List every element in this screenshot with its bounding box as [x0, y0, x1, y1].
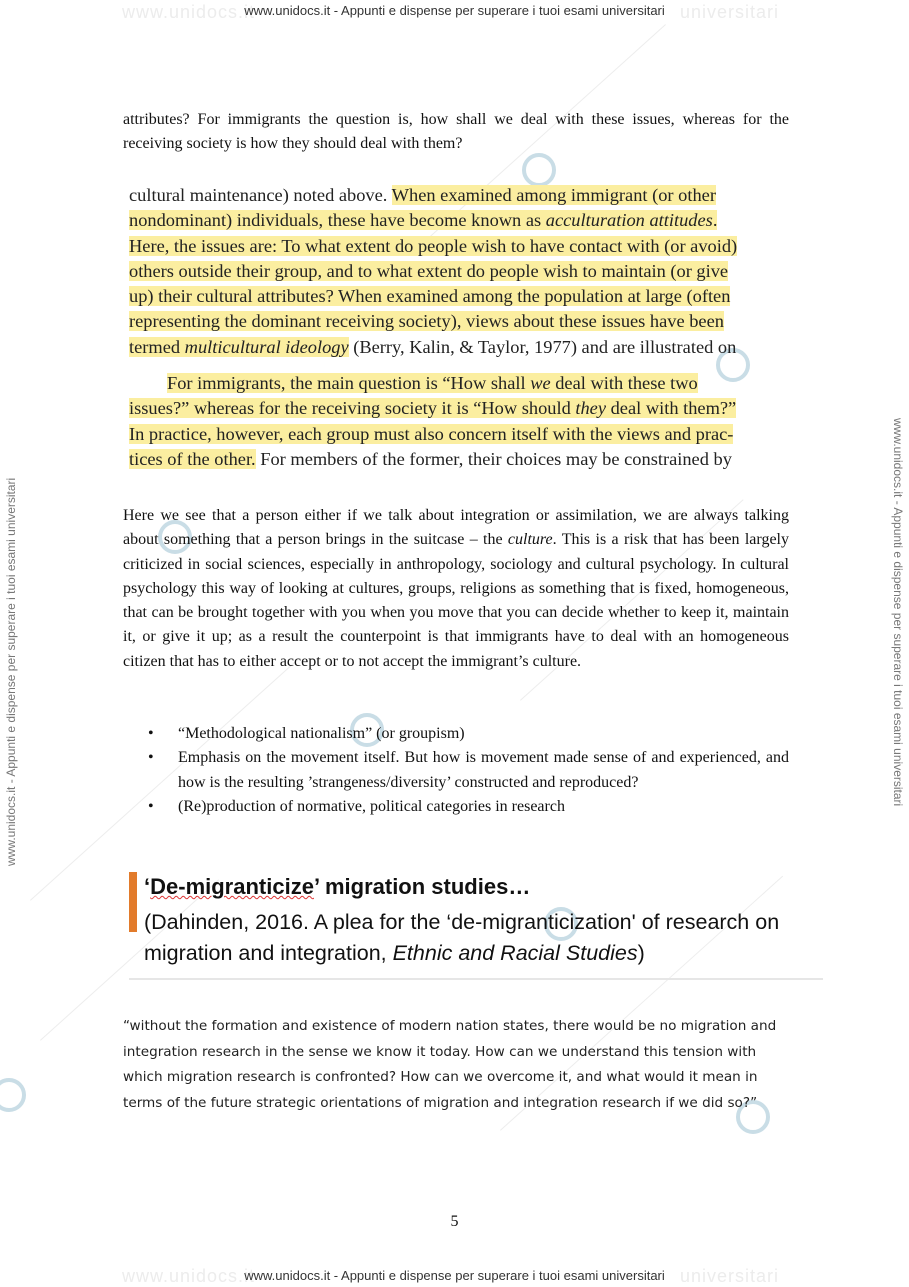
scan-line: nondominant) individuals, these have become known as acculturation attitudes.: [129, 210, 718, 231]
watermark-ghost-left: www.unidocs.it: [122, 2, 256, 22]
watermark-ghost-right: universitari: [680, 1266, 780, 1286]
intro-paragraph: attributes? For immigrants the question is, how shall we deal with these issues, whereas for the receiving society is how they should deal with them?: [123, 111, 789, 153]
list-item: • Emphasis on the movement itself. But how is movement made sense of and experienced, and how is the resulting ’strangeness/diversity’ constructed and reproduced?: [148, 746, 789, 795]
list-item: • (Re)production of normative, political categories in research: [148, 795, 789, 819]
watermark-ghost-left: www.unidocs.it: [122, 1266, 256, 1286]
scanned-excerpt-1: [129, 183, 819, 360]
scan-line: Here, the issues are: To what extent do people wish to have contact with (or avoid): [129, 235, 738, 256]
scan-line: For immigrants, the main question is “How shall we deal with these two: [167, 373, 698, 393]
scan-line: issues?” whereas for the receiving society it is “How should they deal with them?”: [129, 398, 737, 419]
watermark-logo-icon: [0, 1078, 26, 1112]
watermark-ghost-right: universitari: [680, 2, 780, 22]
watermark-side-right: www.unidocs.it - Appunti e dispense per superare i tuoi esami universitari: [891, 418, 905, 807]
main-paragraph: Here we see that a person either if we talk about integration or assimilation, we are always talking about something that a person brings in the suitcase – the culture. This is a risk that has been largely criticized in social sciences, especially in anthropology, sociology and cultural psychology. In cultural psychology this way of looking at cultures, groups, religions as something that is fixed, homogeneous, that can be brought together with you when you move that you can decide whether to keep it, maintain it, or give it up; as a result the counterpoint is that immigrants have to deal with an homogeneous citizen that has to either accept or to not accept the immigrant’s culture.: [123, 507, 789, 670]
scan-line: cultural maintenance) noted above. When examined among immigrant (or other: [129, 185, 716, 205]
slide-title: ‘De-migranticize’ migration studies…: [144, 874, 531, 899]
watermark-footer: www.unidocs.it - Appunti e dispense per superare i tuoi esami universitari: [244, 1268, 665, 1283]
bullet-list: [148, 722, 789, 819]
scan-line: up) their cultural attributes? When examined among the population at large (often: [129, 286, 731, 307]
scan-line: others outside their group, and to what extent do people wish to maintain (or give: [129, 260, 729, 281]
list-item: • “Methodological nationalism” (or groupism): [148, 722, 789, 746]
scanned-excerpt-2: [129, 371, 819, 472]
bullet-icon: •: [148, 749, 154, 767]
watermark-logo-icon: [522, 153, 556, 187]
watermark-side-left: www.unidocs.it - Appunti e dispense per superare i tuoi esami universitari: [4, 477, 18, 866]
bullet-icon: •: [148, 725, 154, 742]
scan-line: tices of the other. For members of the former, their choices may be constrained by: [129, 448, 732, 469]
slide-excerpt: [129, 870, 823, 980]
scan-line: In practice, however, each group must also concern itself with the views and prac-: [129, 423, 734, 444]
bullet-icon: •: [148, 797, 154, 815]
slide-accent-bar: [129, 872, 137, 932]
scan-line: termed multicultural ideology (Berry, Kalin, & Taylor, 1977) and are illustrated on: [129, 336, 737, 357]
watermark-header: www.unidocs.it - Appunti e dispense per superare i tuoi esami universitari: [244, 3, 665, 18]
slide-subtitle: (Dahinden, 2016. A plea for the ‘de-migranticization' of research on migration and integration, Ethnic and Racial Studies): [144, 910, 780, 965]
scan-line: representing the dominant receiving society), views about these issues have been: [129, 311, 724, 332]
quote-paragraph: “without the formation and existence of modern nation states, there would be no migration and integration research in the sense we know it today. How can we understand this tension with which migration research is confronted? How can we overcome it, and what would it mean in terms of the future strategic orientations of migration and integration research if we did so?”: [123, 1018, 777, 1111]
page-number: 5: [450, 1213, 459, 1230]
